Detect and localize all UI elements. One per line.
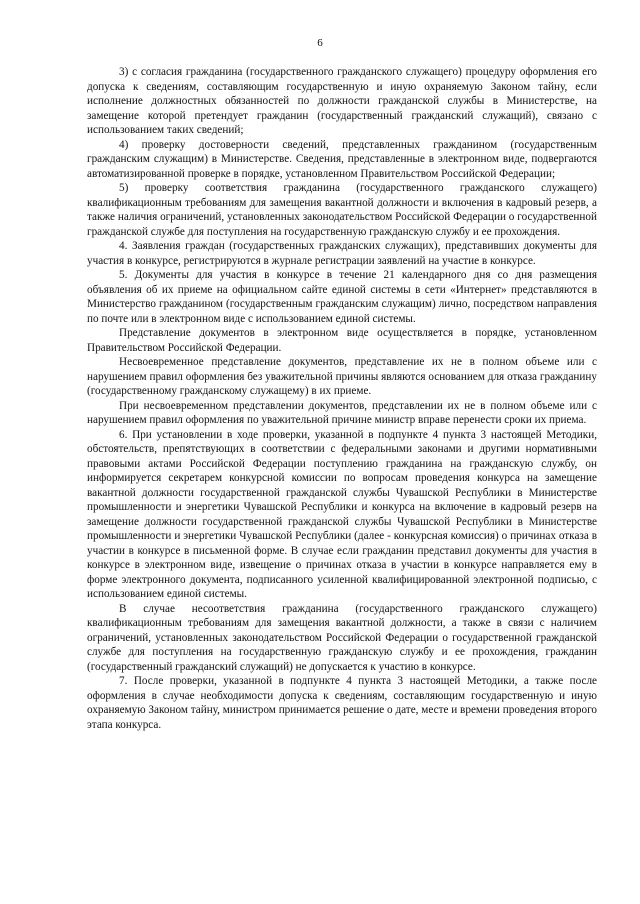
paragraph-item-5-qualification-check: 5) проверку соответствия гражданина (государственного гражданского служащего) квалификационным требованиям для замещения вакантной должности и включения в кадровый резерв, а также наличия ограничений, установленных законодательством Российской Федерации о государственной гражданской службе для поступления на государственную гражданскую службу и ее прохождения. bbox=[87, 182, 597, 238]
paragraph-late-submission: Несвоевременное представление документов, представление их не в полном объеме или с нарушением правил оформления без уважительной причины являются основанием для отказа гражданину (государственному гражданскому служащему) в их приеме. bbox=[87, 356, 597, 397]
paragraph-deadline-extension: При несвоевременном представлении документов, представлении их не в полном объеме или с нарушением правил оформления по уважительной причине министр вправе перенести сроки их приема. bbox=[87, 399, 597, 426]
page-number: 6 bbox=[317, 37, 323, 49]
paragraph-nonconformity: В случае несоответствия гражданина (государственного гражданского служащего) квалификационным требованиям для замещения вакантной должности, а также в связи с наличием ограничений, установленных законодательством Российской Федерации о государственной гражданской службе для поступления на государственную гражданскую службу и ее прохождения, гражданин (государственный гражданский служащий) не допускается к участию в конкурсе. bbox=[87, 602, 597, 673]
paragraph-item-4-verification: 4) проверку достоверности сведений, представленных гражданином (государственным гражданским служащим) в Министерстве. Сведения, представленные в электронном виде, подвергаются автоматизированной проверке в порядке, установленном Правительством Российской Федерации; bbox=[87, 138, 597, 180]
paragraph-item-3-consent: 3) с согласия гражданина (государственного гражданского служащего) процедуру оформления его допуска к сведениям, составляющим государственную и иную охраняемую Законом тайну, если исполнение должностных обязанностей по должности гражданской службы в Министерстве, на замещение которой претендует гражданин (государственный гражданский служащий), связано с использованием таких сведений; bbox=[87, 66, 597, 136]
paragraph-7-second-stage: 7. После проверки, указанной в подпункте 4 пункта 3 настоящей Методики, а также после оформления в случае необходимости допуска к сведениям, составляющим государственную и иную охраняемую Законом тайну, министром принимается решение о дате, месте и времени проведения второго этапа конкурса. bbox=[87, 675, 597, 731]
paragraph-6-refusal: 6. При установлении в ходе проверки, указанной в подпункте 4 пункта 3 настоящей Методики, обстоятельств, препятствующих в соответствии с федеральными законами и другими нормативными правовыми актами Российской Федерации поступлению гражданина на гражданскую службу, он информируется секретарем конкурсной комиссии по вопросам проведения конкурса на замещение вакантной должности государственной гражданской службы Чувашской Республики в Министерстве промышленности и энергетики Чувашской Республики и конкурса на включение в кадровый резерв на замещение должности государственной гражданской службы Чувашской Республики в Министерстве промышленности и энергетики Чувашской Республики (далее - конкурсная комиссия) о причинах отказа в участии в конкурсе в письменной форме. В случае если гражданин представил документы для участия в конкурсе в электронном виде, извещение о причинах отказа в участии в конкурсе направляется ему в форме электронного документа, подписанного усиленной квалифицированной электронной подписью, с использованием единой системы. bbox=[87, 428, 597, 600]
document-body bbox=[87, 65, 597, 732]
paragraph-5-documents: 5. Документы для участия в конкурсе в течение 21 календарного дня со дня размещения объявления об их приеме на официальном сайте единой системы в сети «Интернет» представляются в Министерство гражданином (государственным гражданским служащим) лично, посредством направления по почте или в электронном виде с использованием единой системы. bbox=[87, 269, 597, 325]
paragraph-4-applications: 4. Заявления граждан (государственных гражданских служащих), представивших документы для участия в конкурсе, регистрируются в журнале регистрации заявлений на участие в конкурсе. bbox=[87, 240, 597, 267]
paragraph-electronic-submission: Представление документов в электронном виде осуществляется в порядке, установленном Правительством Российской Федерации. bbox=[87, 327, 597, 354]
